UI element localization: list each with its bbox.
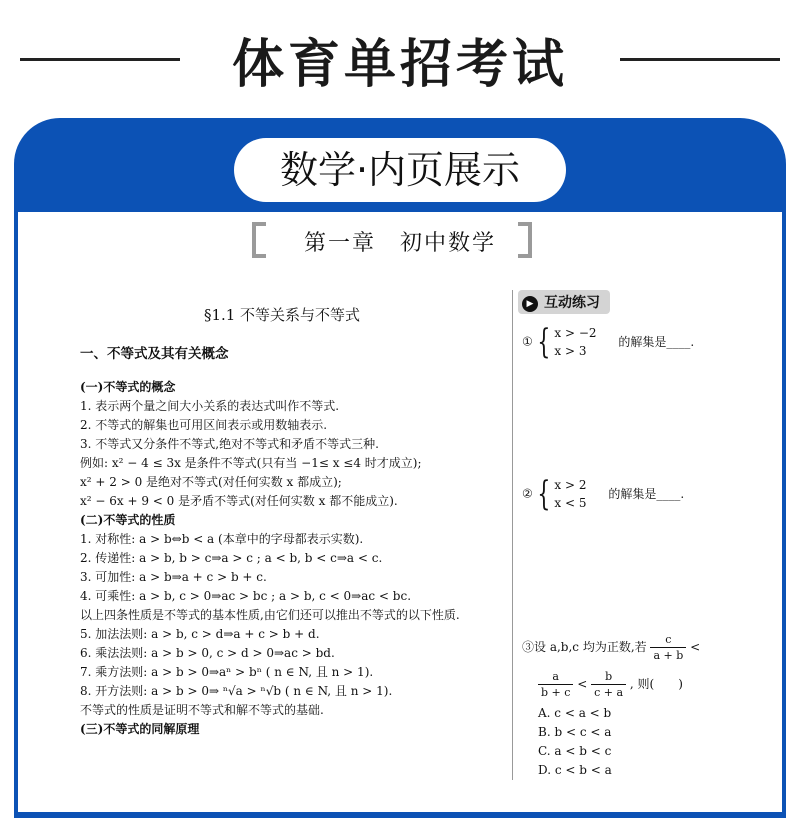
- system-line: x > 3: [554, 344, 587, 358]
- option-d: D. c < b < a: [538, 763, 612, 777]
- system-line: x > 2: [554, 478, 587, 492]
- option-b: B. b < c < a: [538, 725, 612, 739]
- sheet-border-left: [14, 212, 18, 812]
- brace-icon: {: [537, 322, 551, 362]
- numerator: c: [650, 632, 686, 648]
- text-line: 以上四条性质是不等式的基本性质,由它们还可以推出不等式的以下性质.: [80, 608, 460, 622]
- brace-icon: {: [537, 474, 551, 514]
- practice-badge: [518, 290, 610, 314]
- text-line: 6. 乘法法则: a > b > 0, c > d > 0⇒ac > bd.: [80, 646, 335, 660]
- question-2: [522, 476, 684, 512]
- text-line: 3. 不等式又分条件不等式,绝对不等式和矛盾不等式三种.: [80, 437, 379, 451]
- numerator: b: [591, 669, 626, 685]
- denominator: a + b: [653, 649, 684, 662]
- banner-label: 数学·内页展示: [234, 138, 566, 202]
- fraction: [538, 669, 573, 700]
- subsection-heading: (一)不等式的概念: [80, 380, 176, 394]
- inequality-system: [554, 324, 596, 360]
- question-tail: 的解集是____.: [608, 486, 685, 501]
- answer-options: [538, 704, 700, 780]
- question-number: ②: [522, 486, 533, 501]
- text-line: 1. 对称性: a > b⇔b < a (本章中的字母都表示实数).: [80, 532, 364, 546]
- inequality-system: [554, 476, 586, 512]
- page-header: [0, 22, 800, 95]
- practice-badge-label: 互动练习: [544, 295, 600, 311]
- numerator: a: [538, 669, 573, 685]
- text-line: 2. 不等式的解集也可用区间表示或用数轴表示.: [80, 418, 328, 432]
- question-stem-line: [522, 632, 700, 663]
- subsection-heading: (二)不等式的性质: [80, 513, 176, 527]
- question-1: [522, 324, 694, 360]
- bracket-right: [518, 222, 532, 258]
- question-tail: , 则( ): [629, 677, 683, 691]
- system-line: x > −2: [554, 326, 597, 340]
- text-line: 7. 乘方法则: a > b > 0⇒aⁿ > bⁿ ( n ∈ N, 且 n > 1).: [80, 665, 374, 679]
- chapter-title: 第一章 初中数学: [303, 231, 496, 256]
- section-heading: 一、不等式及其有关概念: [80, 346, 229, 362]
- less-than: <: [577, 677, 588, 691]
- fraction: [591, 669, 626, 700]
- text-line: 例如: x² − 4 ≤ 3x 是条件不等式(只有当 −1≤ x ≤4 时才成立);: [80, 456, 422, 470]
- question-number: ①: [522, 334, 533, 349]
- left-column: [54, 300, 510, 739]
- page-title: 体育单招考试: [231, 35, 568, 95]
- sheet-border-right: [782, 212, 786, 812]
- question-stem: ③设 a,b,c 均为正数,若: [522, 640, 647, 654]
- text-line: 4. 可乘性: a > b, c > 0⇒ac > bc ; a > b, c < 0⇒ac < bc.: [80, 589, 412, 603]
- text-line: x² + 2 > 0 是绝对不等式(对任何实数 x 都成立);: [80, 475, 342, 489]
- section-title: §1.1 不等关系与不等式: [203, 306, 361, 324]
- text-line: 8. 开方法则: a > b > 0⇒ ⁿ√a > ⁿ√b ( n ∈ N, 且 n > 1).: [80, 684, 393, 698]
- denominator: c + a: [594, 686, 624, 699]
- text-line: 1. 表示两个量之间大小关系的表达式叫作不等式.: [80, 399, 340, 413]
- header-rule-right: [620, 58, 780, 61]
- text-line: 5. 加法法则: a > b, c > d⇒a + c > b + d.: [80, 627, 320, 641]
- play-icon: ▶: [522, 296, 538, 312]
- option-c: C. a < b < c: [538, 744, 612, 758]
- text-line: 不等式的性质是证明不等式和解不等式的基础.: [80, 703, 324, 717]
- bracket-left: [252, 222, 266, 258]
- denominator: b + c: [541, 686, 571, 699]
- subsection-heading: (三)不等式的同解原理: [80, 722, 200, 736]
- text-line: 2. 传递性: a > b, b > c⇒a > c ; a < b, b < c⇒a < c.: [80, 551, 383, 565]
- right-column: [518, 290, 778, 777]
- text-line: x² − 6x + 9 < 0 是矛盾不等式(对任何实数 x 都不能成立).: [80, 494, 398, 508]
- chapter-heading: [0, 222, 800, 262]
- question-fraction-line: [538, 669, 700, 700]
- column-divider: [512, 290, 513, 780]
- question-3: [522, 632, 700, 780]
- option-a: A. c < a < b: [538, 706, 612, 720]
- less-than: <: [690, 640, 701, 654]
- fraction: [650, 632, 686, 663]
- content-blocks: [54, 378, 510, 739]
- question-tail: 的解集是____.: [618, 334, 695, 349]
- system-line: x < 5: [554, 496, 587, 510]
- text-line: 3. 可加性: a > b⇒a + c > b + c.: [80, 570, 267, 584]
